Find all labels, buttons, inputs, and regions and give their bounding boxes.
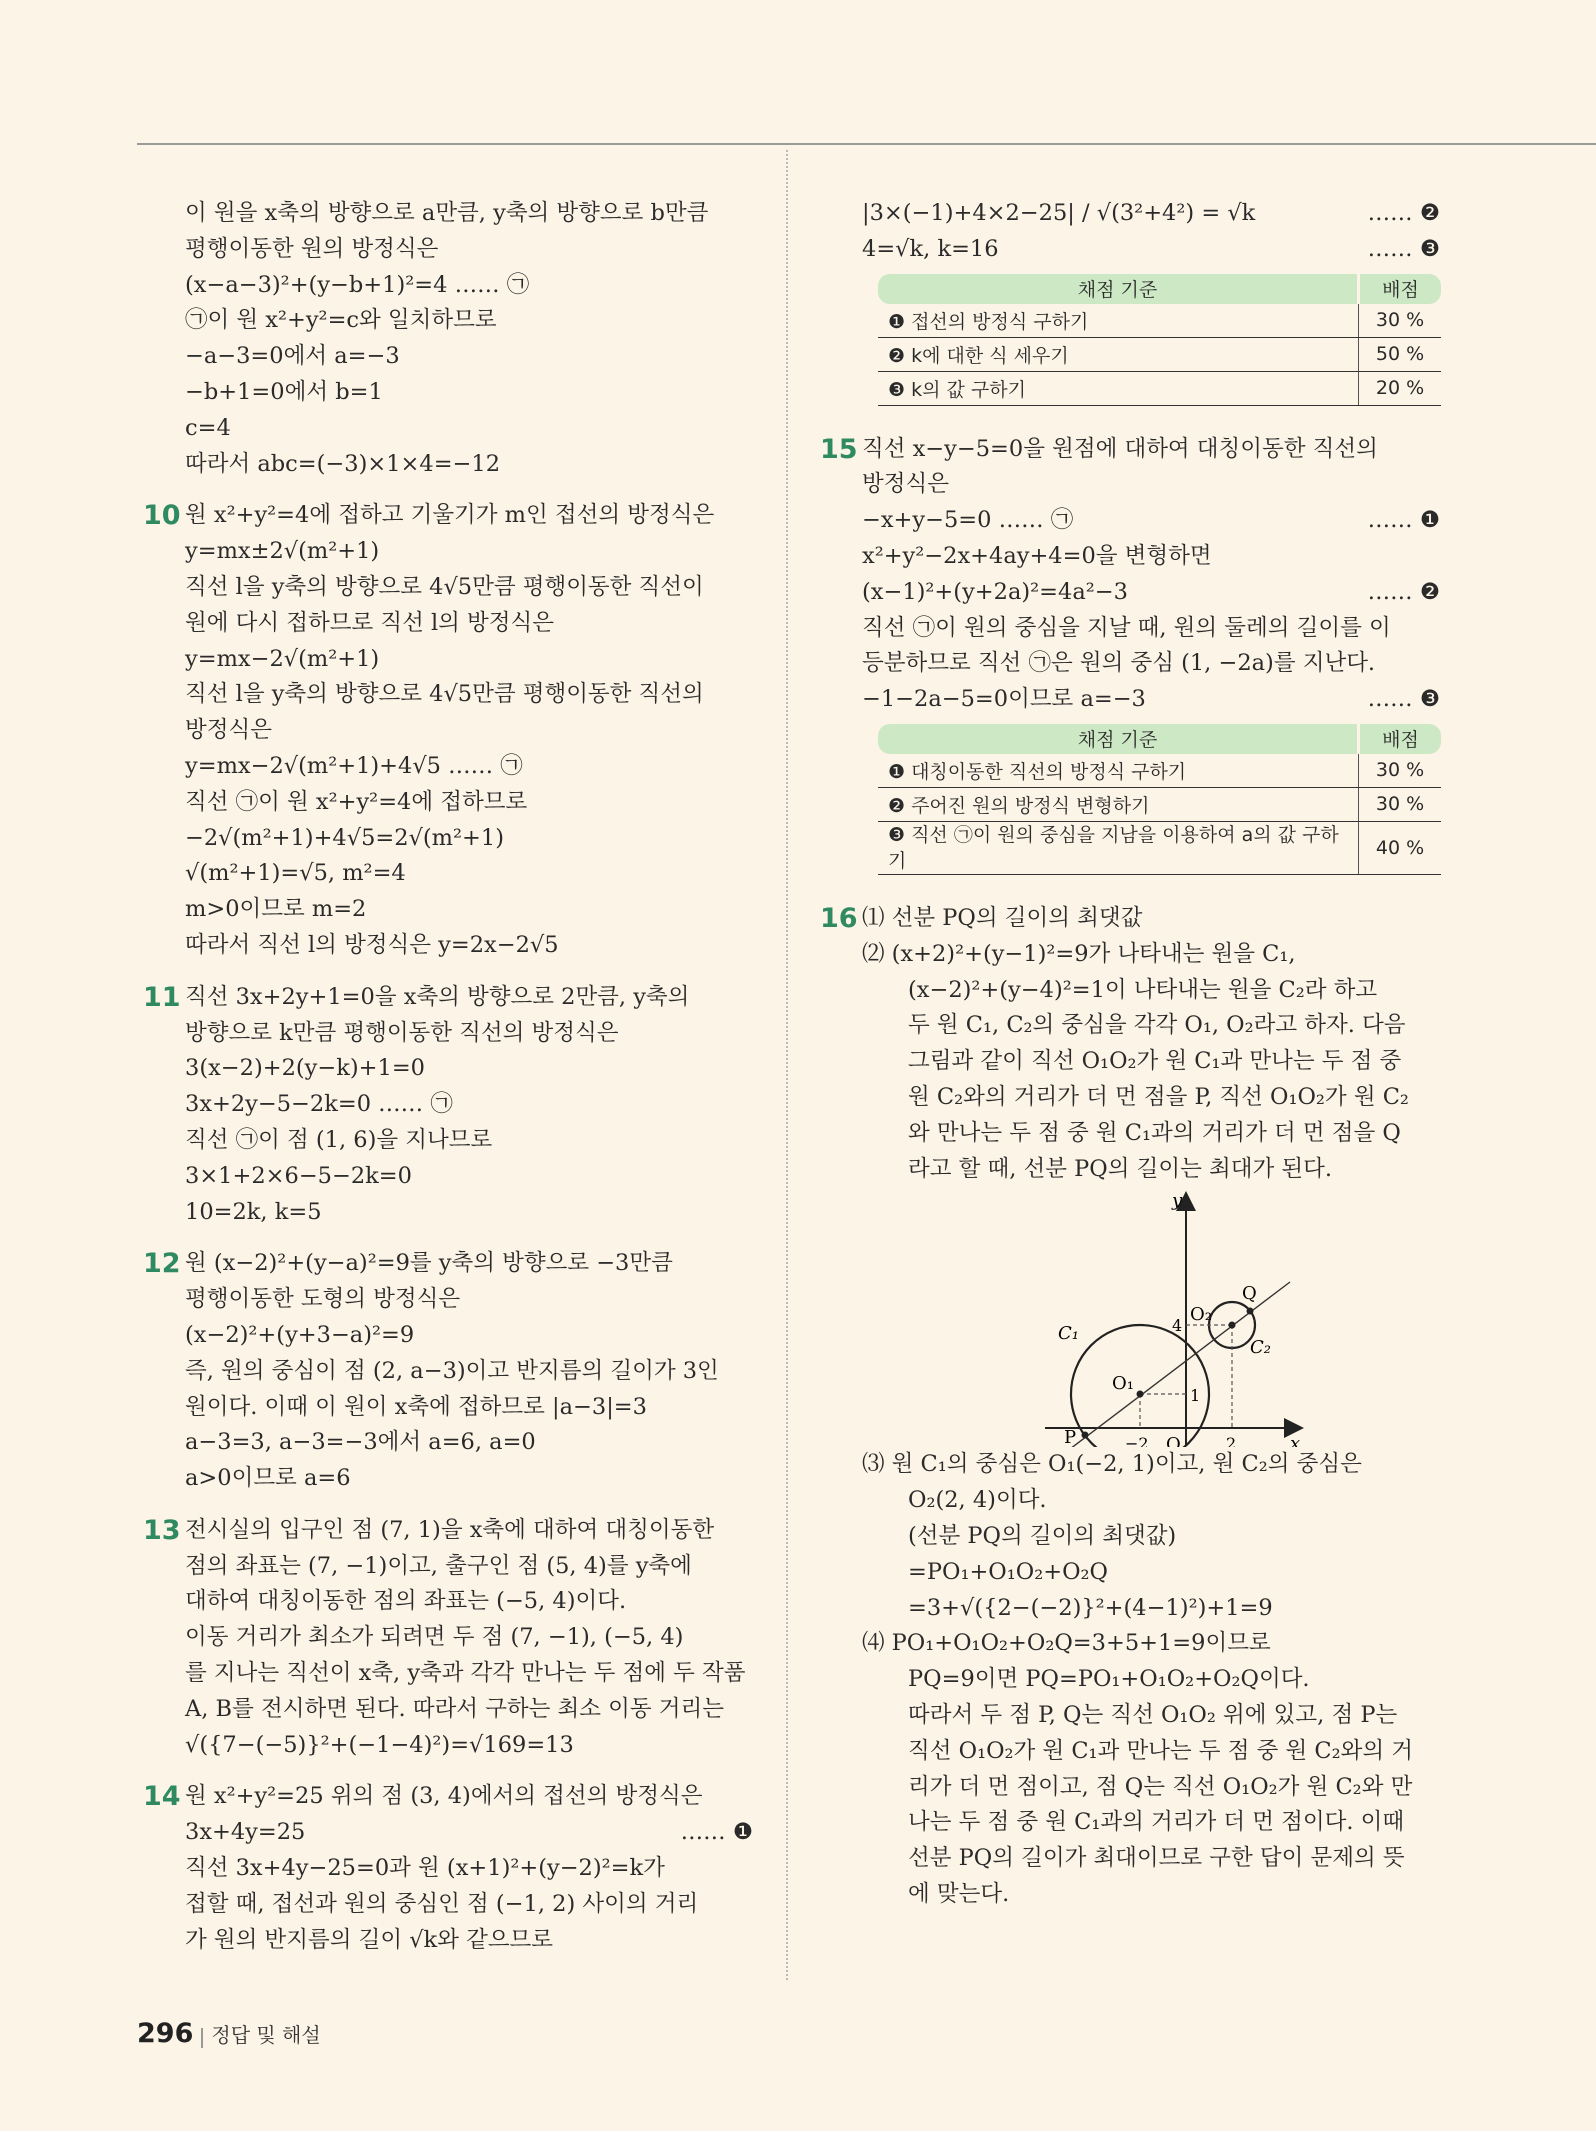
text-line: [143, 1425, 753, 1461]
text-content: 방향으로 k만큼 평행이동한 직선의 방정식은: [185, 1019, 619, 1046]
text-content: PQ=9이면 PQ=PO₁+O₁O₂+O₂Q이다.: [908, 1666, 1310, 1693]
text-content: ㉠이 원 x²+y²=c와 일치하므로: [185, 307, 497, 334]
text-content: 접할 때, 접선과 원의 중심인 점 (−1, 2) 사이의 거리: [185, 1890, 699, 1917]
text-line: [143, 856, 753, 892]
table-row: ❷ 주어진 원의 방정식 변형하기 30 %: [878, 787, 1441, 821]
text-content: 원 C₂와의 거리가 더 먼 점을 P, 직선 O₁O₂가 원 C₂: [908, 1083, 1409, 1110]
text-content: 직선 ㉠이 원 x²+y²=4에 접하므로: [185, 788, 528, 815]
p-label: P: [1064, 1427, 1077, 1448]
text-content: 10=2k, k=5: [185, 1198, 322, 1225]
text-content: x²+y²−2x+4ay+4=0을 변형하면: [862, 542, 1212, 569]
text-content: (선분 PQ의 길이의 최댓값): [908, 1522, 1177, 1549]
text-content: 방정식은: [185, 717, 272, 744]
problem-number: 13: [143, 1514, 181, 1546]
text-content: m>0이므로 m=2: [185, 896, 367, 923]
text-line: [143, 1016, 753, 1052]
text-content: y=mx±2√(m²+1): [185, 538, 380, 565]
x-label: x: [1290, 1433, 1301, 1448]
text-line: [820, 1698, 1440, 1734]
text-content: 3x+2y−5−2k=0 …… ㉠: [185, 1091, 453, 1118]
text-line: [143, 1123, 753, 1159]
point-q: [1247, 1308, 1254, 1315]
text-content: 3(x−2)+2(y−k)+1=0: [185, 1055, 425, 1082]
text-content: 이 원을 x축의 방향으로 a만큼, y축의 방향으로 b만큼: [185, 200, 709, 226]
problem-number: 14: [143, 1781, 181, 1813]
text-content: 직선 3x+2y+1=0을 x축의 방향으로 2만큼, y축의: [185, 983, 690, 1010]
table-head-criteria: 채점 기준: [878, 274, 1359, 304]
text-line: [820, 1555, 1440, 1591]
text-line: [820, 1116, 1440, 1152]
text-line: [820, 1770, 1440, 1806]
text-line: [143, 1584, 753, 1620]
text-content: 평행이동한 원의 방정식은: [185, 235, 439, 262]
problem-14-continued: [820, 196, 1440, 268]
problem-16-part-b: [820, 1447, 1440, 1912]
step-marker: …… ❷: [1367, 578, 1440, 605]
text-content: 즉, 원의 중심이 점 (2, a−3)이고 반지름의 길이가 3인: [185, 1357, 719, 1384]
text-line: [143, 1692, 753, 1728]
problem-number: 15: [820, 433, 858, 465]
text-line: [143, 1549, 753, 1585]
text-content: ⑶ 원 C₁의 중심은 O₁(−2, 1)이고, 원 C₂의 중심은: [862, 1451, 1362, 1478]
text-line: [143, 447, 753, 483]
text-line: [820, 539, 1440, 575]
problem-15: [820, 432, 1440, 718]
point-o2: [1229, 1322, 1236, 1329]
o2-label: O₂: [1190, 1304, 1212, 1326]
text-line: [143, 1851, 753, 1887]
text-line: [820, 432, 1440, 468]
text-content: a−3=3, a−3=−3에서 a=6, a=0: [185, 1429, 536, 1456]
text-line: [143, 749, 753, 785]
text-content: 원 x²+y²=4에 접하고 기울기가 m인 접선의 방정식은: [185, 502, 715, 529]
text-content: 원 (x−2)²+(y−a)²=9를 y축의 방향으로 −3만큼: [185, 1250, 673, 1277]
text-line: [143, 1656, 753, 1692]
text-content: 라고 할 때, 선분 PQ의 길이는 최대가 된다.: [908, 1155, 1332, 1182]
text-content: 에 맞는다.: [908, 1880, 1010, 1907]
text-line: [143, 411, 753, 447]
origin-label: O: [1166, 1434, 1181, 1448]
table-head-score: 배점: [1359, 724, 1442, 754]
text-line: [143, 1282, 753, 1318]
text-content: y=mx−2√(m²+1)+4√5 …… ㉠: [185, 752, 523, 779]
text-content: 두 원 C₁, C₂의 중심을 각각 O₁, O₂라고 하자. 다음: [908, 1012, 1406, 1039]
text-line: [143, 1087, 753, 1123]
right-column: [820, 196, 1440, 1913]
text-line: [143, 303, 753, 339]
text-content: 직선 l을 y축의 방향으로 4√5만큼 평행이동한 직선의: [185, 681, 704, 708]
text-line: [820, 1152, 1440, 1188]
text-content: 선분 PQ의 길이가 최대이므로 구한 답이 문제의 뜻: [908, 1845, 1405, 1872]
text-line: [820, 1080, 1440, 1116]
text-content: −1−2a−5=0이므로 a=−3: [862, 686, 1146, 713]
coordinate-diagram: [820, 1187, 1460, 1447]
text-line: [143, 892, 753, 928]
problem-number: 11: [143, 981, 181, 1013]
text-content: 그림과 같이 직선 O₁O₂가 원 C₁과 만나는 두 점 중: [908, 1048, 1402, 1075]
text-line: [820, 901, 1440, 937]
table-row: ❸ 직선 ㉠이 원의 중심을 지남을 이용하여 a의 값 구하기 40 %: [878, 821, 1441, 874]
text-line: [820, 937, 1440, 973]
c2-label: C₂: [1250, 1337, 1271, 1359]
q-label: Q: [1242, 1283, 1257, 1305]
text-line: [820, 1519, 1440, 1555]
text-content: 직선 O₁O₂가 원 C₁과 만나는 두 점 중 원 C₂와의 거: [908, 1737, 1413, 1764]
tick-4: 4: [1172, 1316, 1183, 1336]
text-content: 3x+4y=25: [185, 1819, 306, 1846]
table-row: ❸ k의 값 구하기 20 %: [878, 371, 1441, 405]
text-content: 점의 좌표는 (7, −1)이고, 출구인 점 (5, 4)를 y축에: [185, 1552, 692, 1579]
tick-1: 1: [1190, 1386, 1201, 1406]
text-line: [820, 1734, 1440, 1770]
page-number: 296: [137, 2018, 194, 2049]
text-content: −x+y−5=0 …… ㉠: [862, 507, 1074, 534]
text-content: √(m²+1)=√5, m²=4: [185, 860, 406, 887]
text-content: O₂(2, 4)이다.: [908, 1487, 1047, 1514]
text-line: [820, 467, 1440, 503]
text-content: y=mx−2√(m²+1): [185, 645, 380, 672]
text-line: [820, 1008, 1440, 1044]
o1-label: O₁: [1112, 1373, 1134, 1395]
text-line: [143, 1390, 753, 1426]
text-line: [820, 1447, 1440, 1483]
text-line: [143, 1159, 753, 1195]
text-line: [143, 232, 753, 268]
text-content: 평행이동한 도형의 방정식은: [185, 1286, 461, 1313]
text-line: [143, 713, 753, 749]
text-content: ⑷ PO₁+O₁O₂+O₂Q=3+5+1=9이므로: [862, 1630, 1271, 1657]
text-content: (x−a−3)²+(y−b+1)²=4 …… ㉠: [185, 271, 530, 298]
text-content: 4=√k, k=16: [862, 235, 999, 262]
text-content: =PO₁+O₁O₂+O₂Q: [908, 1558, 1109, 1585]
text-content: 가 원의 반지름의 길이 √k와 같으므로: [185, 1926, 554, 1953]
text-content: c=4: [185, 414, 231, 441]
text-content: 3×1+2×6−5−2k=0: [185, 1162, 412, 1189]
text-content: −a−3=0에서 a=−3: [185, 343, 400, 370]
text-content: |3×(−1)+4×2−25| / √(3²+4²) = √k: [862, 200, 1256, 226]
text-content: 따라서 두 점 P, Q는 직선 O₁O₂ 위에 있고, 점 P는: [908, 1701, 1398, 1728]
text-line: [143, 1051, 753, 1087]
problem-16-part-a: [820, 901, 1440, 1187]
text-line: [143, 821, 753, 857]
text-line: [143, 1246, 753, 1282]
text-line: [820, 1044, 1440, 1080]
text-content: 직선 ㉠이 점 (1, 6)을 지나므로: [185, 1126, 493, 1153]
text-line: [143, 1195, 753, 1231]
text-line: [820, 503, 1440, 539]
text-line: [820, 646, 1440, 682]
text-line: [820, 682, 1440, 718]
text-line: [143, 570, 753, 606]
text-line: [143, 1923, 753, 1959]
text-content: −b+1=0에서 b=1: [185, 378, 383, 405]
text-content: ⑵ (x+2)²+(y−1)²=9가 나타내는 원을 C₁,: [862, 940, 1296, 967]
text-line: [820, 1591, 1440, 1627]
text-line: [820, 1877, 1440, 1913]
text-content: (x−2)²+(y+3−a)²=9: [185, 1321, 415, 1348]
text-content: (x−1)²+(y+2a)²=4a²−3: [862, 578, 1128, 605]
step-marker: …… ❶: [680, 1819, 753, 1846]
text-content: 대하여 대칭이동한 점의 좌표는 (−5, 4)이다.: [185, 1588, 627, 1615]
text-content: A, B를 전시하면 된다. 따라서 구하는 최소 이동 거리는: [185, 1695, 725, 1722]
point-p: [1082, 1432, 1089, 1439]
text-line: [820, 575, 1440, 611]
text-content: 직선 l을 y축의 방향으로 4√5만큼 평행이동한 직선이: [185, 573, 704, 600]
header-rule: [137, 143, 1596, 145]
text-content: ⑴ 선분 PQ의 길이의 최댓값: [862, 904, 1143, 931]
column-divider: [786, 150, 788, 1980]
text-line: [143, 498, 753, 534]
text-line: [820, 1662, 1440, 1698]
text-content: √({7−(−5)}²+(−1−4)²)=√169=13: [185, 1731, 574, 1758]
tick-minus-2: −2: [1125, 1434, 1149, 1448]
table-row: ❶ 대칭이동한 직선의 방정식 구하기 30 %: [878, 754, 1441, 788]
step-marker: …… ❸: [1367, 235, 1440, 262]
text-content: −2√(m²+1)+4√5=2√(m²+1): [185, 824, 504, 851]
text-content: 원에 다시 접하므로 직선 l의 방정식은: [185, 609, 554, 636]
text-line: [143, 606, 753, 642]
table-row: ❶ 접선의 방정식 구하기 30 %: [878, 304, 1441, 338]
text-content: 직선 x−y−5=0을 원점에 대하여 대칭이동한 직선의: [862, 435, 1378, 462]
text-line: [143, 1513, 753, 1549]
table-row: ❷ k에 대한 식 세우기 50 %: [878, 337, 1441, 371]
point-o1: [1137, 1391, 1144, 1398]
text-content: 방정식은: [862, 471, 949, 498]
line-o1o2: [1070, 1282, 1290, 1447]
text-line: [143, 642, 753, 678]
problem-number: 10: [143, 500, 181, 532]
problem-number: 12: [143, 1248, 181, 1280]
step-marker: …… ❶: [1367, 507, 1440, 534]
text-content: 를 지나는 직선이 x축, y축과 각각 만나는 두 점에 두 작품: [185, 1660, 746, 1687]
text-line: [143, 268, 753, 304]
text-line: [143, 1354, 753, 1390]
step-marker: …… ❷: [1367, 200, 1440, 226]
text-line: [143, 1461, 753, 1497]
text-line: [143, 785, 753, 821]
text-line: [820, 232, 1440, 268]
step-marker: …… ❸: [1367, 686, 1440, 713]
text-content: 전시실의 입구인 점 (7, 1)을 x축에 대하여 대칭이동한: [185, 1516, 715, 1543]
problem-number: 16: [820, 902, 858, 934]
text-line: [820, 1483, 1440, 1519]
text-content: 리가 더 먼 점이고, 점 Q는 직선 O₁O₂가 원 C₂와 만: [908, 1773, 1413, 1800]
text-line: [143, 196, 753, 232]
text-content: 따라서 직선 l의 방정식은 y=2x−2√5: [185, 931, 559, 958]
text-content: 이동 거리가 최소가 되려면 두 점 (7, −1), (−5, 4): [185, 1624, 684, 1651]
text-line: [143, 375, 753, 411]
text-line: [143, 1728, 753, 1764]
grading-table-15: [878, 724, 1441, 875]
text-content: 직선 ㉠이 원의 중심을 지날 때, 원의 둘레의 길이를 이: [862, 614, 1391, 641]
table-head-criteria: 채점 기준: [878, 724, 1359, 754]
text-line: [143, 534, 753, 570]
tick-2: 2: [1226, 1434, 1237, 1448]
text-line: [143, 1815, 753, 1851]
text-content: =3+√({2−(−2)}²+(4−1)²)+1=9: [908, 1594, 1273, 1621]
text-line: [820, 973, 1440, 1009]
text-line: [820, 1805, 1440, 1841]
text-line: [143, 677, 753, 713]
c1-label: C₁: [1058, 1323, 1079, 1345]
text-line: [820, 1841, 1440, 1877]
text-line: [143, 928, 753, 964]
text-content: 등분하므로 직선 ㉠은 원의 중심 (1, −2a)를 지난다.: [862, 650, 1376, 677]
text-line: [143, 1887, 753, 1923]
grading-table-14: [878, 274, 1441, 406]
text-content: a>0이므로 a=6: [185, 1465, 351, 1492]
text-line: [820, 611, 1440, 647]
text-line: [820, 1626, 1440, 1662]
text-content: 직선 3x+4y−25=0과 원 (x+1)²+(y−2)²=k가: [185, 1855, 665, 1882]
y-label: y: [1172, 1190, 1183, 1212]
table-head-score: 배점: [1359, 274, 1442, 304]
left-column: [143, 196, 753, 1958]
text-line: [820, 196, 1440, 232]
circle-figure: [820, 1187, 1460, 1447]
text-line: [143, 339, 753, 375]
page-footer: [137, 2018, 321, 2049]
text-content: 원 x²+y²=25 위의 점 (3, 4)에서의 접선의 방정식은: [185, 1783, 703, 1810]
text-content: 와 만나는 두 점 중 원 C₁과의 거리가 더 먼 점을 Q: [908, 1119, 1401, 1146]
text-line: [143, 1779, 753, 1815]
text-line: [143, 1620, 753, 1656]
text-content: 원이다. 이때 이 원이 x축에 접하므로 |a−3|=3: [185, 1393, 647, 1420]
text-content: 나는 두 점 중 원 C₁과의 거리가 더 먼 점이다. 이때: [908, 1809, 1405, 1836]
text-content: 따라서 abc=(−3)×1×4=−12: [185, 450, 501, 477]
text-line: [143, 980, 753, 1016]
text-content: (x−2)²+(y−4)²=1이 나타내는 원을 C₂라 하고: [908, 976, 1378, 1003]
footer-label: 정답 및 해설: [211, 2023, 321, 2047]
text-line: [143, 1318, 753, 1354]
